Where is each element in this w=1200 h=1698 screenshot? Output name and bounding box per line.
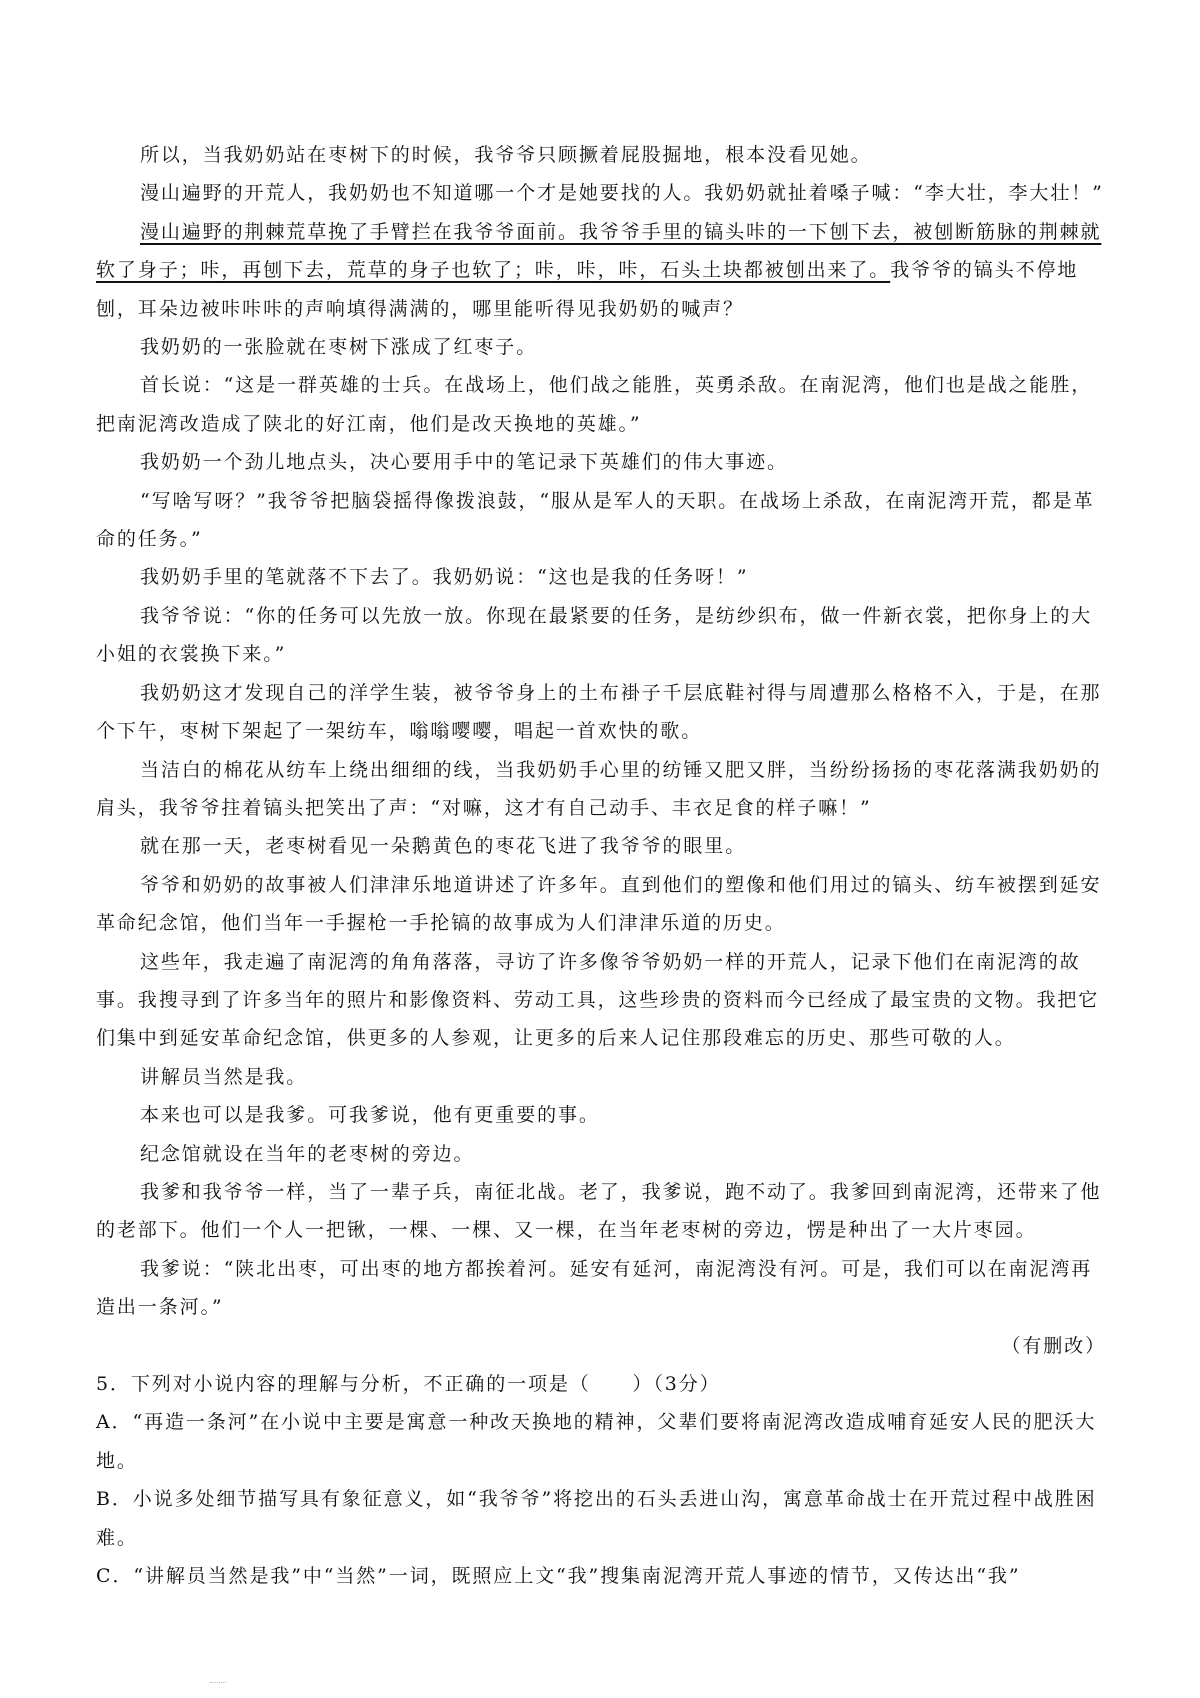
paragraph: 漫山遍野的开荒人，我奶奶也不知道哪一个才是她要找的人。我奶奶就扯着嗓子喊：“李大壮，李大壮！” [140, 182, 1104, 205]
reading-passage [96, 136, 1108, 1595]
paragraph: 本来也可以是我爹。可我爹说，他有更重要的事。 [140, 1104, 600, 1127]
paragraph: 我爷爷说：“你的任务可以先放一放。你现在最紧要的任务，是纺纱织布，做一件新衣裳，把你身上的大小姐的衣裳换下来。” [96, 604, 1093, 666]
option-a: A．“再造一条河”在小说中主要是寓意一种改天换地的精神，父辈们要将南泥湾改造成哺育延安人民的肥沃大地。 [96, 1411, 1097, 1472]
paragraph: 首长说：“这是一群英雄的士兵。在战场上，他们战之能胜，英勇杀敌。在南泥湾，他们也是战之能胜，把南泥湾改造成了陕北的好江南，他们是改天换地的英雄。” [96, 374, 1093, 435]
paragraph: 讲解员当然是我。 [140, 1065, 308, 1088]
paragraph: 纪念馆就设在当年的老枣树的旁边。 [140, 1142, 475, 1165]
paragraph: 我奶奶这才发现自己的洋学生装，被爷爷身上的土布褂子千层底鞋衬得与周遭那么格格不入，于是，在那个下午，枣树下架起了一架纺车，嗡嗡嘤嘤，唱起一首欢快的歌。 [96, 681, 1102, 743]
paragraph: 当洁白的棉花从纺车上绕出细细的线，当我奶奶手心里的纺锤又肥又胖，当纷纷扬扬的枣花落满我奶奶的肩头，我爷爷拄着镐头把笑出了声：“对嘛，这才有自己动手、丰衣足食的样子嘛！” [96, 758, 1102, 819]
option-c: C．“讲解员当然是我”中“当然”一词，既照应上文“我”搜集南泥湾开荒人事迹的情节，又传达出“我” [96, 1565, 1021, 1588]
paragraph-tail: 我爷爷的镐头不停地刨，耳朵边被咔咔咔的声响填得满满的，哪里能听得见我奶奶的喊声？ [96, 259, 1079, 320]
paragraph: 我爹说：“陕北出枣，可出枣的地方都挨着河。延安有延河，南泥湾没有河。可是，我们可以在南泥湾再造出一条河。” [96, 1257, 1093, 1319]
question-stem: 5．下列对小说内容的理解与分析，不正确的一项是（ ）（3分） [96, 1373, 721, 1395]
paragraph: 我爹和我爷爷一样，当了一辈子兵，南征北战。老了，我爹说，跑不动了。我爹回到南泥湾，还带来了他的老部下。他们一个人一把锹，一棵、一棵、又一棵，在当年老枣树的旁边，愣是种出了一大片枣园。 [96, 1180, 1102, 1242]
paragraph-with-underline [96, 213, 1108, 328]
option-b: B．小说多处细节描写具有象征意义，如“我爷爷”将挖出的石头丢进山沟，寓意革命战士在开荒过程中战胜困难。 [96, 1488, 1097, 1549]
paragraph: 爷爷和奶奶的故事被人们津津乐地道讲述了许多年。直到他们的塑像和他们用过的镐头、纺车被摆到延安革命纪念馆，他们当年一手握枪一手抡镐的故事成为人们津津乐道的历史。 [96, 873, 1102, 935]
paragraph: 所以，当我奶奶站在枣树下的时候，我爷爷只顾撅着屁股掘地，根本没看见她。 [140, 144, 872, 166]
paragraph: 这些年，我走遍了南泥湾的角角落落，寻访了许多像爷爷奶奶一样的开荒人，记录下他们在南泥湾的故事。我搜寻到了许多当年的照片和影像资料、劳动工具，这些珍贵的资料而今已经成了最宝贵的文物。我把它们集中到延安革命纪念馆，供更多的人参观，让更多的后来人记住那段难忘的历史、那些可敬的人。 [96, 950, 1100, 1050]
paragraph: 我奶奶一个劲儿地点头，决心要用手中的笔记录下英雄们的伟大事迹。 [140, 451, 788, 474]
underlined-sentence: 漫山遍野的荆棘荒草挽了手臂拦在我爷爷面前。我爷爷手里的镐头咔的一下刨下去，被刨断筋脉的荆棘就软了身子；咔，再刨下去，荒草的身子也软了；咔，咔，咔，石头土块都被刨出来了。 [96, 220, 1102, 282]
edit-note: （有删改） [1001, 1334, 1106, 1357]
paragraph: 我奶奶的一张脸就在枣树下涨成了红枣子。 [140, 336, 538, 359]
footer-dots [210, 1682, 226, 1685]
paragraph: 就在那一天，老枣树看见一朵鹅黄色的枣花飞进了我爷爷的眼里。 [140, 835, 747, 858]
paragraph: 我奶奶手里的笔就落不下去了。我奶奶说：“这也是我的任务呀！” [140, 566, 749, 589]
paragraph: “写啥写呀？”我爷爷把脑袋摇得像拨浪鼓，“服从是军人的天职。在战场上杀敌，在南泥湾开荒，都是革命的任务。” [96, 489, 1095, 551]
